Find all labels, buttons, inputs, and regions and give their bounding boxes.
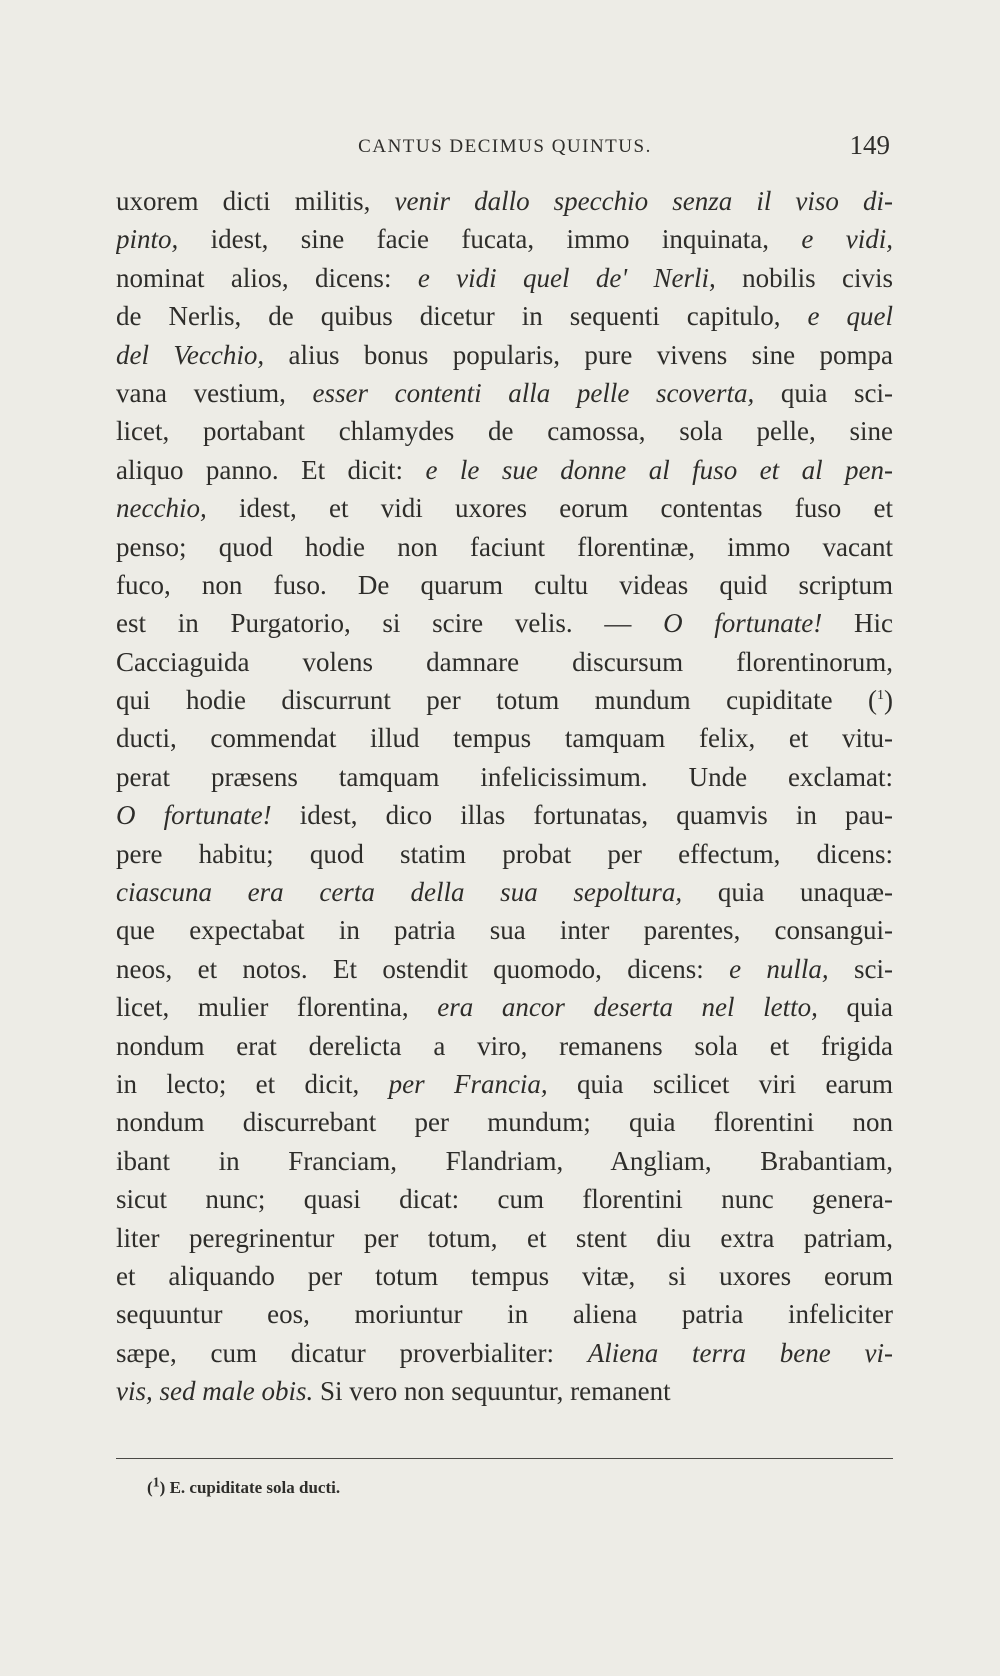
text-segment: neos, et notos. Et ostendit quomodo, dicens: bbox=[116, 953, 730, 984]
text-segment: aliquo panno. Et dicit: bbox=[116, 454, 426, 485]
text-line bbox=[116, 1142, 893, 1180]
text-line bbox=[116, 336, 893, 374]
italic-quotation: venir dallo specchio senza il viso di- bbox=[394, 186, 893, 216]
text-segment: ducti, commendat illud tempus tamquam felix, et vitu- bbox=[116, 723, 893, 754]
text-segment: sci- bbox=[828, 953, 893, 984]
text-segment: idest, et vidi uxores eorum contentas fuso et bbox=[206, 493, 893, 524]
text-line bbox=[116, 835, 893, 873]
text-line bbox=[116, 1103, 893, 1141]
text-segment: nondum erat derelicta a viro, remanens sola et frigida bbox=[116, 1030, 893, 1061]
text-line bbox=[116, 1065, 893, 1103]
text-segment: licet, mulier florentina, bbox=[116, 992, 438, 1023]
italic-quotation: Aliena terra bene vi- bbox=[587, 1337, 893, 1368]
italic-quotation: pinto, bbox=[116, 224, 179, 255]
text-segment: uxorem dicti militis, bbox=[116, 186, 395, 216]
text-segment: pere habitu; quod statim probat per effectum, dicens: bbox=[116, 838, 893, 869]
text-segment: Cacciaguida volens damnare discursum florentinorum, bbox=[116, 646, 893, 677]
footnote-reference: 1 bbox=[877, 688, 884, 704]
text-segment: est in Purgatorio, si scire velis. — bbox=[116, 608, 664, 639]
text-segment: nominat alios, dicens: bbox=[116, 262, 418, 293]
italic-quotation: per Francia, bbox=[388, 1068, 548, 1099]
italic-quotation: e vidi, bbox=[801, 224, 893, 255]
text-segment: quia unaquæ- bbox=[682, 877, 893, 908]
text-segment: quia sci- bbox=[754, 377, 893, 408]
running-title: CANTUS DECIMUS QUINTUS. bbox=[358, 136, 652, 157]
text-segment: sæpe, cum dicatur proverbialiter: bbox=[116, 1337, 588, 1368]
text-line bbox=[116, 643, 893, 681]
text-line bbox=[116, 451, 893, 489]
text-line bbox=[116, 988, 893, 1026]
text-line bbox=[116, 566, 893, 604]
text-line bbox=[116, 911, 893, 949]
text-segment: fuco, non fuso. De quarum cultu videas quid scriptum bbox=[116, 569, 893, 600]
body-text bbox=[116, 182, 893, 1411]
italic-quotation: vis, sed male obis. bbox=[116, 1376, 314, 1407]
text-line bbox=[116, 604, 893, 642]
text-segment: liter peregrinentur per totum, et stent diu extra patriam, bbox=[116, 1222, 893, 1253]
running-head bbox=[120, 130, 890, 164]
text-line bbox=[116, 1372, 893, 1410]
italic-quotation: e vidi quel de' Nerli, bbox=[417, 262, 716, 293]
text-line bbox=[116, 182, 893, 220]
text-segment: ) bbox=[884, 685, 893, 716]
italic-quotation: ciascuna era certa della sua sepoltura, bbox=[116, 877, 683, 908]
footnote-marker: 1 bbox=[152, 1475, 160, 1491]
italic-quotation: necchio, bbox=[116, 493, 207, 524]
text-line bbox=[116, 489, 893, 527]
text-line bbox=[116, 1027, 893, 1065]
text-segment: quia scilicet viri earum bbox=[547, 1068, 893, 1099]
text-segment: sequuntur eos, moriuntur in aliena patria infeliciter bbox=[116, 1299, 893, 1330]
text-segment: idest, dico illas fortunatas, quamvis in pau- bbox=[271, 800, 893, 831]
page-number: 149 bbox=[849, 130, 890, 160]
text-segment: nobilis civis bbox=[715, 262, 893, 293]
text-line bbox=[116, 1219, 893, 1257]
text-line bbox=[116, 1180, 893, 1218]
italic-quotation: era ancor deserta nel letto, bbox=[437, 992, 818, 1023]
footnote-open-paren: ( bbox=[147, 1478, 153, 1497]
text-segment: quia bbox=[817, 992, 893, 1023]
text-segment: Si vero non sequuntur, remanent bbox=[313, 1376, 671, 1407]
italic-quotation: O fortunate! bbox=[663, 608, 823, 639]
italic-quotation: esser contenti alla pelle scoverta, bbox=[312, 377, 755, 408]
text-segment: idest, sine facie fucata, immo inquinata, bbox=[178, 224, 802, 255]
italic-quotation: del Vecchio, bbox=[116, 339, 265, 370]
footnote-close-paren: ) bbox=[159, 1478, 166, 1497]
text-segment: de Nerlis, de quibus dicetur in sequenti capitulo, bbox=[116, 301, 808, 332]
text-segment: penso; quod hodie non faciunt florentinæ, immo vacant bbox=[116, 531, 893, 562]
text-line bbox=[116, 950, 893, 988]
text-line bbox=[116, 374, 893, 412]
text-segment: alius bonus popularis, pure vivens sine pompa bbox=[264, 339, 893, 370]
italic-quotation: O fortunate! bbox=[116, 800, 272, 831]
text-segment: licet, portabant chlamydes de camossa, sola pelle, sine bbox=[116, 416, 893, 447]
footnote bbox=[147, 1475, 341, 1498]
text-line bbox=[116, 259, 893, 297]
text-segment: sicut nunc; quasi dicat: cum florentini nunc genera- bbox=[116, 1184, 893, 1215]
text-line bbox=[116, 412, 893, 450]
text-segment: qui hodie discurrunt per totum mundum cupiditate ( bbox=[116, 685, 877, 716]
text-segment: ibant in Franciam, Flandriam, Angliam, Brabantiam, bbox=[116, 1145, 893, 1176]
text-line bbox=[116, 528, 893, 566]
text-segment: que expectabat in patria sua inter parentes, consangui- bbox=[116, 915, 893, 946]
italic-quotation: e quel bbox=[807, 301, 893, 332]
text-segment: vana vestium, bbox=[116, 377, 313, 408]
text-line bbox=[116, 1334, 893, 1372]
text-line bbox=[116, 1257, 893, 1295]
text-line bbox=[116, 297, 893, 335]
text-line bbox=[116, 758, 893, 796]
text-line bbox=[116, 719, 893, 757]
text-segment: in lecto; et dicit, bbox=[116, 1068, 389, 1099]
text-line bbox=[116, 681, 893, 719]
text-segment: perat præsens tamquam infelicissimum. Unde exclamat: bbox=[116, 761, 893, 792]
text-line bbox=[116, 220, 893, 258]
italic-quotation: e le sue donne al fuso et al pen- bbox=[425, 454, 893, 485]
text-line bbox=[116, 1295, 893, 1333]
italic-quotation: e nulla, bbox=[729, 953, 829, 984]
footnote-rule bbox=[116, 1458, 893, 1459]
footnote-text: E. cupiditate sola ducti. bbox=[165, 1478, 341, 1497]
text-line bbox=[116, 796, 893, 834]
text-segment: nondum discurrebant per mundum; quia florentini non bbox=[116, 1107, 893, 1138]
text-segment: Hic bbox=[822, 608, 893, 639]
text-segment: et aliquando per totum tempus vitæ, si uxores eorum bbox=[116, 1260, 893, 1291]
text-line bbox=[116, 873, 893, 911]
